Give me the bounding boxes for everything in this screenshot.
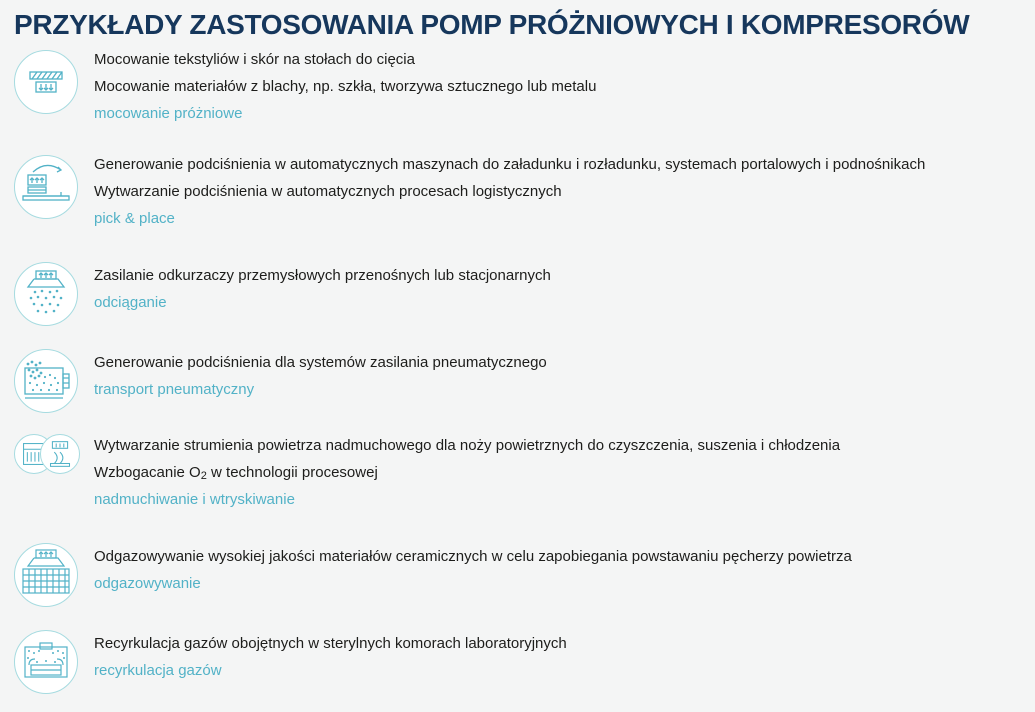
application-item-text bbox=[94, 432, 1035, 513]
application-item-text bbox=[94, 630, 1035, 684]
pneumatic-conveying-icon bbox=[14, 349, 78, 413]
application-description-o2 bbox=[94, 459, 1035, 486]
o2-text-before: Wzbogacanie O bbox=[94, 464, 201, 481]
link-recyrkulacja-gazow[interactable]: recyrkulacja gazów bbox=[94, 662, 222, 679]
link-nadmuchiwanie-i-wtryskiwanie[interactable]: nadmuchiwanie i wtryskiwanie bbox=[94, 491, 295, 508]
application-description: Generowanie podciśnienia dla systemów zasilania pneumatycznego bbox=[94, 354, 547, 371]
o2-subscript: 2 bbox=[200, 470, 207, 482]
page-title: PRZYKŁADY ZASTOSOWANIA POMP PRÓŻNIOWYCH I KOMPRESORÓW bbox=[14, 9, 970, 40]
link-pick-and-place[interactable]: pick & place bbox=[94, 210, 175, 227]
gas-recirculation-icon bbox=[14, 630, 78, 694]
blowing-injection-icon-secondary bbox=[40, 434, 80, 474]
vacuum-clamping-icon bbox=[14, 50, 78, 114]
o2-text-after: w technologii procesowej bbox=[206, 464, 378, 481]
application-description: Generowanie podciśnienia w automatycznych maszynach do załadunku i rozładunku, systemach portalowych i podnośnikach bbox=[94, 156, 926, 173]
application-item-text bbox=[94, 543, 1035, 597]
link-mocowanie-prozniowe[interactable]: mocowanie próżniowe bbox=[94, 105, 243, 122]
application-description: Mocowanie tekstyliów i skór na stołach do cięcia bbox=[94, 51, 415, 68]
degassing-icon bbox=[14, 543, 78, 607]
application-description: Wytwarzanie podciśnienia w automatycznych procesach logistycznych bbox=[94, 183, 562, 200]
link-odciaganie[interactable]: odciąganie bbox=[94, 294, 167, 311]
application-description: Wytwarzanie strumienia powietrza nadmuchowego dla noży powietrznych do czyszczenia, suszenia i chłodzenia bbox=[94, 437, 841, 454]
application-item-text bbox=[94, 262, 1035, 316]
pick-and-place-icon bbox=[14, 155, 78, 219]
application-item-text bbox=[94, 46, 1035, 127]
application-item-text bbox=[94, 349, 1035, 403]
link-odgazowywanie[interactable]: odgazowywanie bbox=[94, 575, 201, 592]
application-description: Mocowanie materiałów z blachy, np. szkła, tworzywa sztucznego lub metalu bbox=[94, 78, 597, 95]
link-transport-pneumatyczny[interactable]: transport pneumatyczny bbox=[94, 381, 255, 398]
application-description: Recyrkulacja gazów obojętnych w sterylnych komorach laboratoryjnych bbox=[94, 635, 567, 652]
application-description: Zasilanie odkurzaczy przemysłowych przenośnych lub stacjonarnych bbox=[94, 267, 551, 284]
application-item-text bbox=[94, 151, 1035, 232]
extraction-icon bbox=[14, 262, 78, 326]
application-description: Odgazowywanie wysokiej jakości materiałów ceramicznych w celu zapobiegania powstawaniu pęcherzy powietrza bbox=[94, 548, 852, 565]
